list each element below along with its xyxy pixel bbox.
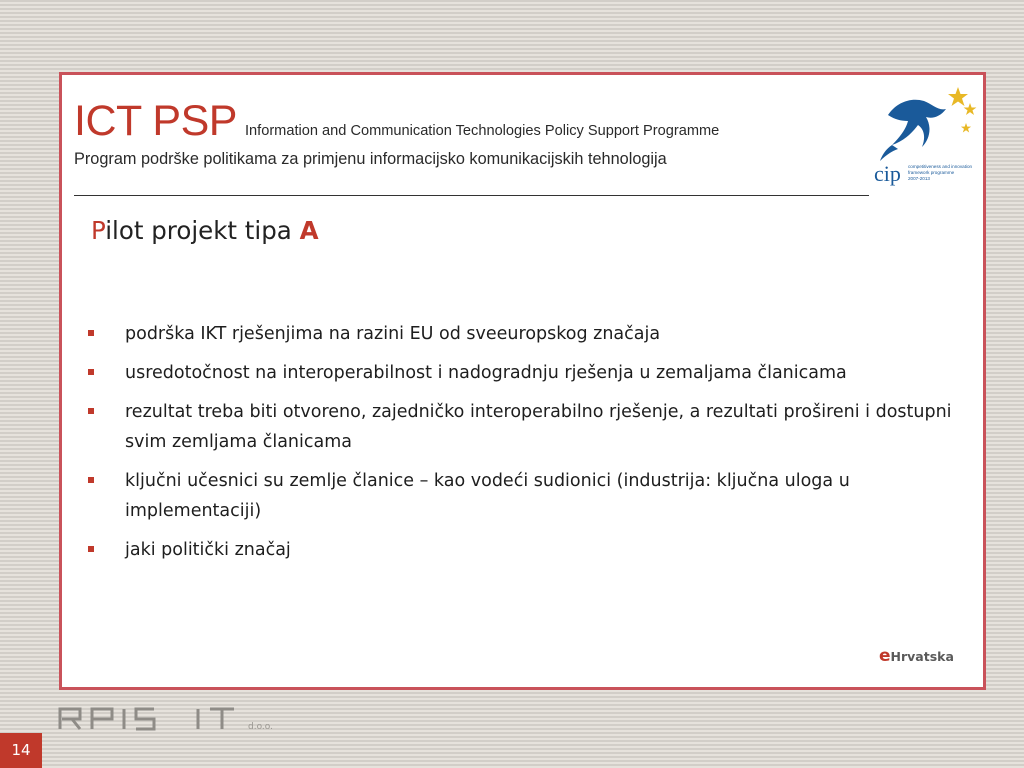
cip-tagline-line-2: framework programme (908, 170, 955, 175)
header-title (74, 97, 719, 146)
slide-heading (91, 216, 319, 245)
heading-text: ilot projekt tipa (105, 216, 300, 245)
page-number: 14 (0, 733, 42, 768)
star-icon (964, 103, 977, 115)
bullet-item (88, 466, 968, 526)
bullet-list (88, 319, 968, 574)
ehrvatska-e-mark: e (879, 646, 891, 666)
star-icon (961, 123, 971, 133)
bullet-marker-icon (88, 330, 94, 336)
bullet-item (88, 358, 968, 388)
bullet-text: usredotočnost na interoperabilnost i nadogradnju rješenja u zemaljama članicama (125, 363, 847, 383)
bullet-marker-icon (88, 477, 94, 483)
ict-psp-subtitle-en: Information and Communication Technologies Policy Support Programme (244, 123, 720, 139)
ict-psp-subtitle-hr: Program podrške politikama za primjenu informacijsko komunikacijskih tehnologija (74, 150, 667, 168)
bullet-marker-icon (88, 408, 94, 414)
cip-acronym: cip (874, 161, 901, 186)
bullet-item (88, 397, 968, 457)
bullet-item (88, 319, 968, 349)
star-icon (948, 87, 968, 106)
ict-psp-title: ICT PSP (74, 97, 237, 145)
header-divider (74, 195, 869, 196)
apis-it-logo (58, 705, 318, 733)
cip-logo (870, 81, 980, 193)
bullet-marker-icon (88, 546, 94, 552)
cip-tagline-line-3: 2007-2013 (908, 176, 930, 181)
apis-it-suffix: d.o.o. (248, 722, 273, 732)
heading-emphasis: A (299, 216, 319, 245)
bullet-text: rezultat treba biti otvoreno, zajedničko interoperabilno rješenje, a rezultati prošireni i dostupni svim zemljama članicama (125, 402, 952, 452)
leaping-figure-icon (880, 100, 946, 161)
slide-frame (59, 72, 986, 690)
bullet-text: podrška IKT rješenjima na razini EU od sveeuropskog značaja (125, 324, 661, 344)
ehrvatska-logo (879, 646, 954, 666)
bullet-marker-icon (88, 369, 94, 375)
cip-tagline-line-1: competitiveness and innovation (908, 164, 973, 169)
bullet-text: ključni učesnici su zemlje članice – kao vodeći sudionici (industrija: ključna uloga u implementaciji) (125, 471, 850, 521)
bullet-text: jaki politički značaj (125, 540, 291, 560)
ehrvatska-text: Hrvatska (890, 649, 954, 664)
heading-initial: P (91, 216, 106, 245)
bullet-item (88, 535, 968, 565)
